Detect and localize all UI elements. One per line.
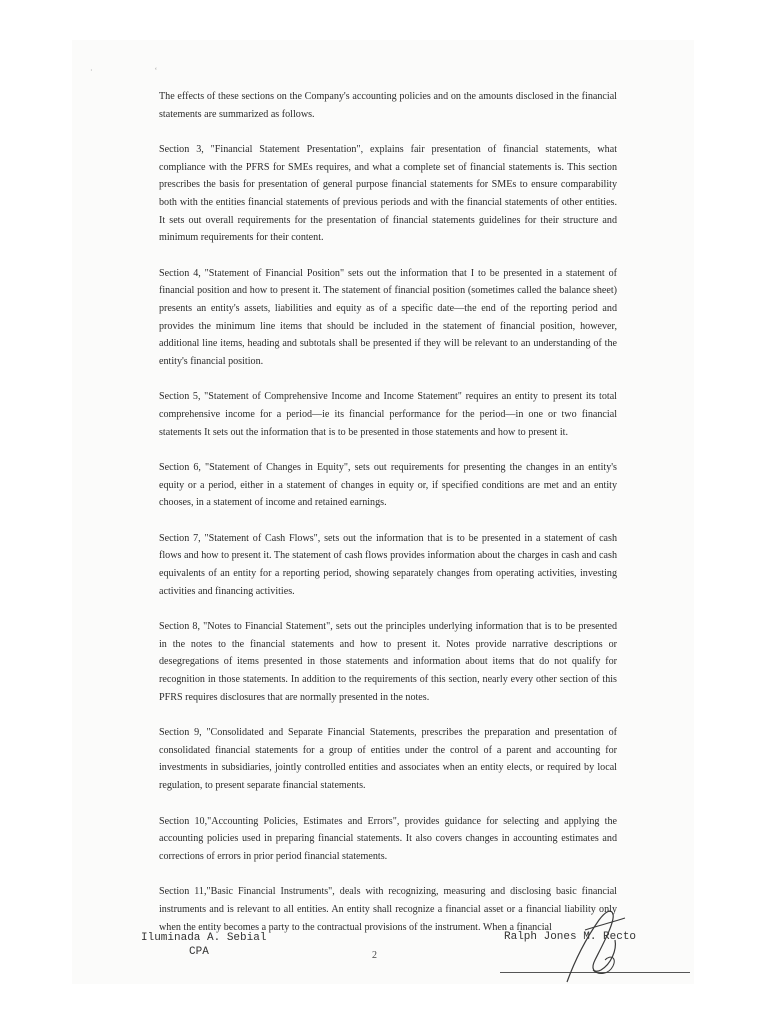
footer-signatory-left [141, 931, 271, 959]
paragraph-intro: The effects of these sections on the Company's accounting policies and on the amounts disclosed in the financial statements are summarized as follows. [159, 91, 617, 120]
paragraph-section-5: Section 5, "Statement of Comprehensive Income and Income Statement" requires an entity to present its total comprehensive income for a period—ie its financial performance for the period—in one or two financial statements It sets out the information that is to be presented in those statements and how to present it. [159, 391, 617, 438]
document-body [159, 88, 617, 954]
paragraph-section-6: Section 6, "Statement of Changes in Equity", sets out requirements for presenting the changes in an entity's equity or a period, either in a statement of changes in equity or, if specified conditions are met and an entity chooses, in a statement of income and retained earnings. [159, 462, 617, 509]
signatory-left-name: Iluminada A. Sebial [141, 932, 267, 944]
margin-marks: · ‘ [90, 66, 188, 75]
signatory-left-title: CPA [189, 946, 209, 958]
paragraph-section-11: Section 11,"Basic Financial Instruments", deals with recognizing, measuring and disclosing basic financial instruments and is relevant to all entities. An entity shall recognize a financial asset or a financial liability only when the entity becomes a party to the contractual provisions of the instrument. When a financial [159, 886, 617, 933]
paragraph-section-10: Section 10,"Accounting Policies, Estimates and Errors", provides guidance for selecting and applying the accounting policies used in preparing financial statements. It also covers changes in accounting estimates and corrections of errors in prior period financial statements. [159, 815, 617, 862]
paragraph-section-4: Section 4, "Statement of Financial Position" sets out the information that I to be presented in a statement of financial position and how to present it. The statement of financial position (sometimes called the balance sheet) presents an entity's assets, liabilities and equity as of a specific date—the end of the reporting period and provides the minimum line items that should be included in the statement of financial position, however, additional line items, heading and subtotals shall be presented if they will be relevant to an understanding of the entity's financial position. [159, 267, 617, 367]
page-number: 2 [372, 950, 377, 961]
paragraph-section-7: Section 7, "Statement of Cash Flows", sets out the information that is to be presented in a statement of cash flows and how to present it. The statement of cash flows provides information about the charges in cash and cash equivalents of an entity for a reporting period, showing separately changes from operating activities, investing activities and financing activities. [159, 532, 617, 597]
handwritten-signature [555, 900, 635, 990]
paragraph-section-8: Section 8, "Notes to Financial Statement", sets out the principles underlying information that is to be presented in the notes to the financial statements and how to present it. Notes provide narrative descriptions or desegregations of items presented in those statements and information about items that do not qualify for recognition in those statements. In addition to the requirements of this section, nearly every other section of this PFRS requires disclosures that are normally presented in the notes. [159, 621, 617, 703]
paragraph-section-9: Section 9, "Consolidated and Separate Financial Statements, prescribes the preparation and presentation of consolidated financial statements for a group of entities under the control of a parent and accounting for investments in subsidiaries, jointly controlled entities and associates when an entity elects, or required by local regulation, to present separate financial statements. [159, 727, 617, 791]
signatory-right-name: Ralph Jones M. Recto [504, 931, 637, 943]
paragraph-section-3: Section 3, "Financial Statement Presentation", explains fair presentation of financial statements, what compliance with the PFRS for SMEs requires, and what a complete set of financial statements is. This section prescribes the basis for presentation of general purpose financial statements for SMEs to ensure comparability both with the entities financial statements of previous periods and with the financial statements of other entities. It sets out overall requirements for the presentation of financial statements guidelines for their structure and minimum requirements for their content. [159, 144, 617, 244]
